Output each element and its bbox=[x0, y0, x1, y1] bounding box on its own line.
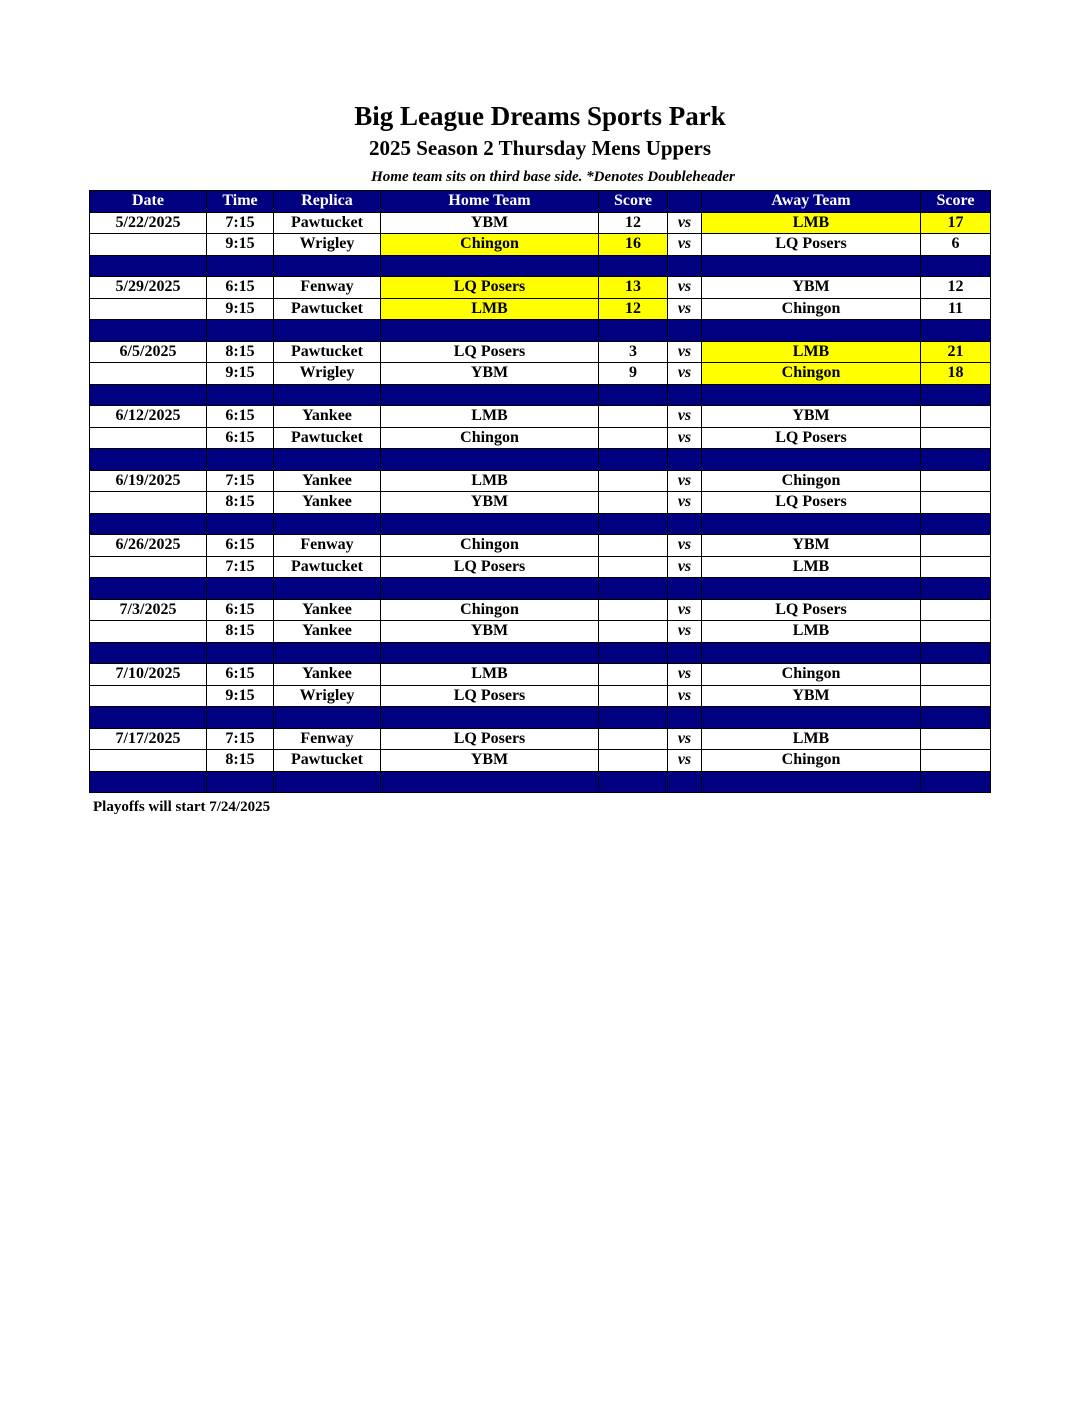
separator-cell bbox=[668, 449, 702, 471]
col-header-replica: Replica bbox=[274, 191, 381, 213]
separator-cell bbox=[207, 449, 274, 471]
home-team-cell: YBM bbox=[381, 750, 599, 772]
separator-cell bbox=[274, 320, 381, 342]
replica-cell: Fenway bbox=[274, 535, 381, 557]
home-team-cell: Chingon bbox=[381, 535, 599, 557]
replica-cell: Pawtucket bbox=[274, 427, 381, 449]
separator-cell bbox=[90, 707, 207, 729]
time-cell: 8:15 bbox=[207, 621, 274, 643]
vs-cell: vs bbox=[668, 685, 702, 707]
separator-cell bbox=[599, 642, 668, 664]
week-separator-row bbox=[90, 255, 991, 277]
away-team-cell: LMB bbox=[702, 621, 921, 643]
away-team-cell: LQ Posers bbox=[702, 492, 921, 514]
away-team-cell: Chingon bbox=[702, 363, 921, 385]
away-team-cell: LQ Posers bbox=[702, 599, 921, 621]
home-team-cell: Chingon bbox=[381, 599, 599, 621]
home-team-cell: YBM bbox=[381, 363, 599, 385]
home-score-cell bbox=[599, 750, 668, 772]
vs-cell: vs bbox=[668, 599, 702, 621]
replica-cell: Pawtucket bbox=[274, 341, 381, 363]
away-team-cell: LQ Posers bbox=[702, 234, 921, 256]
separator-cell bbox=[921, 771, 991, 793]
date-cell bbox=[90, 492, 207, 514]
week-separator-row bbox=[90, 513, 991, 535]
away-team-cell: LMB bbox=[702, 728, 921, 750]
replica-cell: Yankee bbox=[274, 406, 381, 428]
separator-cell bbox=[702, 707, 921, 729]
separator-cell bbox=[702, 449, 921, 471]
replica-cell: Yankee bbox=[274, 492, 381, 514]
vs-cell: vs bbox=[668, 212, 702, 234]
separator-cell bbox=[599, 707, 668, 729]
date-cell bbox=[90, 363, 207, 385]
date-cell: 7/10/2025 bbox=[90, 664, 207, 686]
separator-cell bbox=[274, 513, 381, 535]
separator-cell bbox=[921, 449, 991, 471]
replica-cell: Fenway bbox=[274, 728, 381, 750]
time-cell: 7:15 bbox=[207, 470, 274, 492]
home-team-cell: LQ Posers bbox=[381, 728, 599, 750]
date-cell: 5/29/2025 bbox=[90, 277, 207, 299]
replica-cell: Yankee bbox=[274, 664, 381, 686]
table-row bbox=[90, 664, 991, 686]
separator-cell bbox=[381, 578, 599, 600]
vs-cell: vs bbox=[668, 341, 702, 363]
separator-cell bbox=[599, 513, 668, 535]
separator-cell bbox=[668, 707, 702, 729]
away-score-cell bbox=[921, 728, 991, 750]
away-score-cell bbox=[921, 750, 991, 772]
time-cell: 9:15 bbox=[207, 363, 274, 385]
separator-cell bbox=[207, 578, 274, 600]
separator-cell bbox=[274, 578, 381, 600]
separator-cell bbox=[274, 771, 381, 793]
separator-cell bbox=[921, 642, 991, 664]
home-score-cell bbox=[599, 621, 668, 643]
away-team-cell: YBM bbox=[702, 535, 921, 557]
time-cell: 9:15 bbox=[207, 298, 274, 320]
separator-cell bbox=[668, 384, 702, 406]
separator-cell bbox=[599, 320, 668, 342]
home-score-cell bbox=[599, 492, 668, 514]
separator-cell bbox=[381, 449, 599, 471]
date-cell: 6/5/2025 bbox=[90, 341, 207, 363]
separator-cell bbox=[90, 513, 207, 535]
separator-cell bbox=[90, 642, 207, 664]
away-score-cell bbox=[921, 470, 991, 492]
home-team-cell: LMB bbox=[381, 298, 599, 320]
separator-cell bbox=[921, 384, 991, 406]
away-team-cell: Chingon bbox=[702, 470, 921, 492]
time-cell: 6:15 bbox=[207, 427, 274, 449]
week-separator-row bbox=[90, 320, 991, 342]
time-cell: 7:15 bbox=[207, 556, 274, 578]
vs-cell: vs bbox=[668, 363, 702, 385]
home-team-cell: LQ Posers bbox=[381, 341, 599, 363]
away-score-cell bbox=[921, 599, 991, 621]
home-team-cell: LQ Posers bbox=[381, 277, 599, 299]
week-separator-row bbox=[90, 707, 991, 729]
separator-cell bbox=[381, 513, 599, 535]
separator-cell bbox=[668, 255, 702, 277]
separator-cell bbox=[381, 707, 599, 729]
separator-cell bbox=[599, 384, 668, 406]
home-team-cell: YBM bbox=[381, 492, 599, 514]
home-score-cell: 13 bbox=[599, 277, 668, 299]
table-row bbox=[90, 406, 991, 428]
home-team-cell: LMB bbox=[381, 664, 599, 686]
separator-cell bbox=[921, 320, 991, 342]
separator-cell bbox=[207, 384, 274, 406]
separator-cell bbox=[274, 384, 381, 406]
date-cell bbox=[90, 556, 207, 578]
separator-cell bbox=[274, 642, 381, 664]
separator-cell bbox=[381, 384, 599, 406]
table-row bbox=[90, 277, 991, 299]
separator-cell bbox=[274, 255, 381, 277]
separator-cell bbox=[599, 578, 668, 600]
replica-cell: Pawtucket bbox=[274, 556, 381, 578]
home-score-cell bbox=[599, 406, 668, 428]
away-score-cell: 6 bbox=[921, 234, 991, 256]
separator-cell bbox=[702, 255, 921, 277]
away-team-cell: YBM bbox=[702, 406, 921, 428]
separator-cell bbox=[90, 255, 207, 277]
schedule-note: Home team sits on third base side. *Denotes Doubleheader bbox=[371, 169, 735, 185]
separator-cell bbox=[702, 384, 921, 406]
week-separator-row bbox=[90, 449, 991, 471]
home-team-cell: LMB bbox=[381, 406, 599, 428]
time-cell: 8:15 bbox=[207, 341, 274, 363]
separator-cell bbox=[702, 320, 921, 342]
home-team-cell: Chingon bbox=[381, 234, 599, 256]
home-score-cell bbox=[599, 535, 668, 557]
time-cell: 6:15 bbox=[207, 277, 274, 299]
separator-cell bbox=[921, 707, 991, 729]
page-subtitle: 2025 Season 2 Thursday Mens Uppers bbox=[368, 136, 712, 160]
table-row bbox=[90, 212, 991, 234]
table-row bbox=[90, 492, 991, 514]
col-header-away-team: Away Team bbox=[702, 191, 921, 213]
away-score-cell bbox=[921, 492, 991, 514]
col-header-home-team: Home Team bbox=[381, 191, 599, 213]
home-team-cell: LMB bbox=[381, 470, 599, 492]
table-row bbox=[90, 341, 991, 363]
time-cell: 6:15 bbox=[207, 664, 274, 686]
separator-cell bbox=[207, 642, 274, 664]
col-header-home-score: Score bbox=[599, 191, 668, 213]
replica-cell: Pawtucket bbox=[274, 298, 381, 320]
week-separator-row bbox=[90, 642, 991, 664]
separator-cell bbox=[274, 449, 381, 471]
time-cell: 9:15 bbox=[207, 685, 274, 707]
away-score-cell bbox=[921, 556, 991, 578]
vs-cell: vs bbox=[668, 234, 702, 256]
separator-cell bbox=[207, 320, 274, 342]
separator-cell bbox=[668, 320, 702, 342]
replica-cell: Yankee bbox=[274, 621, 381, 643]
vs-cell: vs bbox=[668, 406, 702, 428]
separator-cell bbox=[702, 771, 921, 793]
time-cell: 6:15 bbox=[207, 406, 274, 428]
home-score-cell bbox=[599, 685, 668, 707]
home-score-cell: 12 bbox=[599, 298, 668, 320]
date-cell: 6/12/2025 bbox=[90, 406, 207, 428]
away-team-cell: Chingon bbox=[702, 750, 921, 772]
col-header-time: Time bbox=[207, 191, 274, 213]
vs-cell: vs bbox=[668, 277, 702, 299]
time-cell: 7:15 bbox=[207, 728, 274, 750]
replica-cell: Yankee bbox=[274, 470, 381, 492]
home-score-cell: 3 bbox=[599, 341, 668, 363]
separator-cell bbox=[921, 513, 991, 535]
home-score-cell bbox=[599, 728, 668, 750]
separator-cell bbox=[207, 513, 274, 535]
table-row bbox=[90, 298, 991, 320]
col-header-away-score: Score bbox=[921, 191, 991, 213]
separator-cell bbox=[668, 513, 702, 535]
away-team-cell: YBM bbox=[702, 685, 921, 707]
away-score-cell: 18 bbox=[921, 363, 991, 385]
col-header-date: Date bbox=[90, 191, 207, 213]
separator-cell bbox=[381, 771, 599, 793]
table-row bbox=[90, 599, 991, 621]
away-team-cell: YBM bbox=[702, 277, 921, 299]
separator-cell bbox=[90, 449, 207, 471]
away-team-cell: LQ Posers bbox=[702, 427, 921, 449]
schedule-body bbox=[90, 212, 991, 793]
vs-cell: vs bbox=[668, 621, 702, 643]
vs-cell: vs bbox=[668, 556, 702, 578]
schedule-table bbox=[89, 190, 991, 793]
table-row bbox=[90, 556, 991, 578]
home-score-cell: 16 bbox=[599, 234, 668, 256]
vs-cell: vs bbox=[668, 427, 702, 449]
table-row bbox=[90, 363, 991, 385]
away-score-cell bbox=[921, 406, 991, 428]
separator-cell bbox=[668, 642, 702, 664]
separator-cell bbox=[207, 707, 274, 729]
vs-cell: vs bbox=[668, 298, 702, 320]
date-cell: 5/22/2025 bbox=[90, 212, 207, 234]
away-score-cell bbox=[921, 535, 991, 557]
home-score-cell: 12 bbox=[599, 212, 668, 234]
replica-cell: Wrigley bbox=[274, 685, 381, 707]
separator-cell bbox=[90, 578, 207, 600]
vs-cell: vs bbox=[668, 728, 702, 750]
away-score-cell: 21 bbox=[921, 341, 991, 363]
replica-cell: Pawtucket bbox=[274, 750, 381, 772]
separator-cell bbox=[381, 255, 599, 277]
time-cell: 6:15 bbox=[207, 535, 274, 557]
table-header-row bbox=[90, 191, 991, 213]
separator-cell bbox=[668, 771, 702, 793]
away-score-cell bbox=[921, 621, 991, 643]
vs-cell: vs bbox=[668, 750, 702, 772]
replica-cell: Yankee bbox=[274, 599, 381, 621]
away-score-cell bbox=[921, 427, 991, 449]
home-team-cell: YBM bbox=[381, 621, 599, 643]
away-score-cell: 11 bbox=[921, 298, 991, 320]
date-cell: 7/17/2025 bbox=[90, 728, 207, 750]
table-row bbox=[90, 234, 991, 256]
away-team-cell: Chingon bbox=[702, 298, 921, 320]
separator-cell bbox=[921, 255, 991, 277]
away-team-cell: LMB bbox=[702, 341, 921, 363]
away-score-cell bbox=[921, 685, 991, 707]
time-cell: 8:15 bbox=[207, 492, 274, 514]
playoffs-note: Playoffs will start 7/24/2025 bbox=[93, 799, 271, 815]
date-cell bbox=[90, 621, 207, 643]
vs-cell: vs bbox=[668, 535, 702, 557]
col-header-vs bbox=[668, 191, 702, 213]
home-team-cell: LQ Posers bbox=[381, 685, 599, 707]
separator-cell bbox=[599, 255, 668, 277]
home-team-cell: LQ Posers bbox=[381, 556, 599, 578]
away-team-cell: Chingon bbox=[702, 664, 921, 686]
date-cell bbox=[90, 685, 207, 707]
separator-cell bbox=[668, 578, 702, 600]
home-team-cell: YBM bbox=[381, 212, 599, 234]
vs-cell: vs bbox=[668, 492, 702, 514]
separator-cell bbox=[207, 255, 274, 277]
replica-cell: Wrigley bbox=[274, 363, 381, 385]
home-score-cell: 9 bbox=[599, 363, 668, 385]
table-row bbox=[90, 685, 991, 707]
away-score-cell bbox=[921, 664, 991, 686]
time-cell: 7:15 bbox=[207, 212, 274, 234]
time-cell: 9:15 bbox=[207, 234, 274, 256]
away-team-cell: LMB bbox=[702, 212, 921, 234]
home-score-cell bbox=[599, 599, 668, 621]
date-cell bbox=[90, 298, 207, 320]
page-title: Big League Dreams Sports Park bbox=[354, 101, 726, 131]
separator-cell bbox=[90, 320, 207, 342]
table-row bbox=[90, 535, 991, 557]
replica-cell: Wrigley bbox=[274, 234, 381, 256]
away-score-cell: 17 bbox=[921, 212, 991, 234]
week-separator-row bbox=[90, 771, 991, 793]
date-cell: 6/26/2025 bbox=[90, 535, 207, 557]
away-score-cell: 12 bbox=[921, 277, 991, 299]
separator-cell bbox=[702, 513, 921, 535]
table-row bbox=[90, 750, 991, 772]
date-cell bbox=[90, 427, 207, 449]
vs-cell: vs bbox=[668, 664, 702, 686]
separator-cell bbox=[599, 449, 668, 471]
home-team-cell: Chingon bbox=[381, 427, 599, 449]
table-row bbox=[90, 427, 991, 449]
table-row bbox=[90, 728, 991, 750]
separator-cell bbox=[599, 771, 668, 793]
separator-cell bbox=[702, 578, 921, 600]
table-row bbox=[90, 621, 991, 643]
home-score-cell bbox=[599, 470, 668, 492]
home-score-cell bbox=[599, 556, 668, 578]
week-separator-row bbox=[90, 384, 991, 406]
separator-cell bbox=[274, 707, 381, 729]
time-cell: 8:15 bbox=[207, 750, 274, 772]
separator-cell bbox=[381, 320, 599, 342]
vs-cell: vs bbox=[668, 470, 702, 492]
home-score-cell bbox=[599, 664, 668, 686]
time-cell: 6:15 bbox=[207, 599, 274, 621]
week-separator-row bbox=[90, 578, 991, 600]
away-team-cell: LMB bbox=[702, 556, 921, 578]
table-row bbox=[90, 470, 991, 492]
home-score-cell bbox=[599, 427, 668, 449]
date-cell bbox=[90, 750, 207, 772]
separator-cell bbox=[90, 384, 207, 406]
date-cell: 7/3/2025 bbox=[90, 599, 207, 621]
separator-cell bbox=[90, 771, 207, 793]
separator-cell bbox=[207, 771, 274, 793]
date-cell bbox=[90, 234, 207, 256]
separator-cell bbox=[381, 642, 599, 664]
replica-cell: Fenway bbox=[274, 277, 381, 299]
separator-cell bbox=[921, 578, 991, 600]
separator-cell bbox=[702, 642, 921, 664]
date-cell: 6/19/2025 bbox=[90, 470, 207, 492]
replica-cell: Pawtucket bbox=[274, 212, 381, 234]
